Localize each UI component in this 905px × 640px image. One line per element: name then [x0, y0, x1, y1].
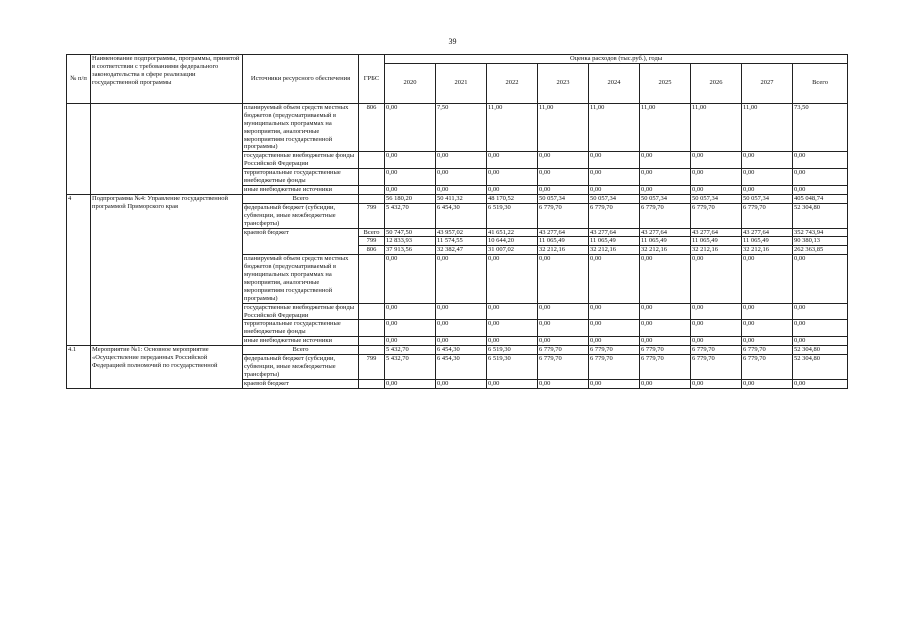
- value-cell: 6 779,70: [589, 355, 640, 380]
- source-cell: планируемый объем средств местных бюджетов (предусматриваемый в муниципальных программах на мероприятия, аналогичные мероприятиям государственной программы): [243, 103, 359, 151]
- value-cell: 0,00: [589, 337, 640, 346]
- value-cell: 0,00: [538, 169, 589, 186]
- grbs-cell: [359, 320, 385, 337]
- value-cell: 0,00: [793, 169, 848, 186]
- value-cell: 6 779,70: [742, 355, 793, 380]
- program-name-cell: Мероприятие №1: Основное мероприятие «Осуществление переданных Российской Федерацией полномочий по государственной: [91, 346, 243, 389]
- grbs-cell: 806: [359, 103, 385, 151]
- value-cell: 0,00: [742, 255, 793, 303]
- value-cell: 0,00: [436, 303, 487, 320]
- grbs-cell: [359, 303, 385, 320]
- value-cell: 6 779,70: [742, 203, 793, 228]
- header-program: Наименование подпрограммы, программы, принятой в соответствии с требованиями федерального законодательства в сфере реализации государственной программы: [91, 55, 243, 104]
- header-year: 2026: [691, 63, 742, 103]
- header-year: 2027: [742, 63, 793, 103]
- grbs-cell: 799: [359, 203, 385, 228]
- grbs-total-label-cell: Всего: [359, 228, 385, 237]
- value-cell: 6 454,30: [436, 203, 487, 228]
- source-cell: федеральный бюджет (субсидии, субвенции, иные межбюджетные трансферты): [243, 355, 359, 380]
- header-year: 2022: [487, 63, 538, 103]
- value-cell: 11 065,49: [691, 237, 742, 246]
- value-cell: 0,00: [385, 379, 436, 388]
- value-cell: 32 212,16: [691, 246, 742, 255]
- value-cell: 405 048,74: [793, 194, 848, 203]
- value-cell: 50 057,34: [538, 194, 589, 203]
- value-cell: 43 277,64: [538, 228, 589, 237]
- value-cell: 0,00: [691, 320, 742, 337]
- value-cell: 0,00: [691, 152, 742, 169]
- value-cell: 0,00: [538, 185, 589, 194]
- value-cell: 52 304,80: [793, 203, 848, 228]
- grbs-cell: [359, 379, 385, 388]
- value-cell: 41 651,22: [487, 228, 538, 237]
- value-cell: 56 180,20: [385, 194, 436, 203]
- value-cell: 6 779,70: [640, 355, 691, 380]
- value-cell: 11,00: [640, 103, 691, 151]
- value-cell: 262 363,85: [793, 246, 848, 255]
- num-cell: [67, 103, 91, 194]
- header-year: 2021: [436, 63, 487, 103]
- num-cell: 4: [67, 194, 91, 345]
- value-cell: 5 432,70: [385, 346, 436, 355]
- grbs-cell: [359, 169, 385, 186]
- value-cell: 0,00: [487, 337, 538, 346]
- value-cell: 6 779,70: [742, 346, 793, 355]
- value-cell: 6 779,70: [691, 346, 742, 355]
- value-cell: 50 057,34: [691, 194, 742, 203]
- value-cell: 11 574,55: [436, 237, 487, 246]
- value-cell: 0,00: [385, 169, 436, 186]
- value-cell: 0,00: [436, 169, 487, 186]
- table-row: [67, 103, 848, 151]
- value-cell: 6 519,30: [487, 203, 538, 228]
- table-row: [67, 194, 848, 203]
- value-cell: 0,00: [436, 255, 487, 303]
- value-cell: 43 277,64: [589, 228, 640, 237]
- value-cell: 6 779,70: [538, 355, 589, 380]
- value-cell: 0,00: [742, 320, 793, 337]
- value-cell: 6 779,70: [538, 346, 589, 355]
- header-year-total: Всего: [793, 63, 848, 103]
- value-cell: 10 644,20: [487, 237, 538, 246]
- value-cell: 52 304,80: [793, 346, 848, 355]
- value-cell: 0,00: [691, 169, 742, 186]
- value-cell: 0,00: [742, 169, 793, 186]
- value-cell: 12 833,93: [385, 237, 436, 246]
- value-cell: 5 432,70: [385, 203, 436, 228]
- value-cell: 0,00: [487, 152, 538, 169]
- value-cell: 0,00: [385, 152, 436, 169]
- program-name-cell: Подпрограмма №4: Управление государственной программой Приморского края: [91, 194, 243, 345]
- value-cell: 0,00: [385, 103, 436, 151]
- value-cell: 0,00: [589, 320, 640, 337]
- value-cell: 0,00: [385, 303, 436, 320]
- value-cell: 6 519,30: [487, 355, 538, 380]
- header-sources: Источники ресурсного обеспечения: [243, 55, 359, 104]
- value-cell: 0,00: [640, 320, 691, 337]
- value-cell: 43 957,02: [436, 228, 487, 237]
- value-cell: 0,00: [436, 185, 487, 194]
- value-cell: 0,00: [793, 255, 848, 303]
- value-cell: 11,00: [742, 103, 793, 151]
- value-cell: 0,00: [589, 152, 640, 169]
- value-cell: 0,00: [487, 255, 538, 303]
- program-cell: [91, 103, 243, 194]
- value-cell: 0,00: [436, 152, 487, 169]
- value-cell: 0,00: [742, 337, 793, 346]
- value-cell: 0,00: [538, 337, 589, 346]
- header-year: 2023: [538, 63, 589, 103]
- value-cell: 31 007,02: [487, 246, 538, 255]
- value-cell: 0,00: [640, 255, 691, 303]
- value-cell: 0,00: [640, 169, 691, 186]
- value-cell: 73,50: [793, 103, 848, 151]
- value-cell: 0,00: [691, 337, 742, 346]
- value-cell: 0,00: [640, 303, 691, 320]
- header-grbs: ГРБС: [359, 55, 385, 104]
- value-cell: 0,00: [385, 320, 436, 337]
- value-cell: 0,00: [640, 185, 691, 194]
- total-label-cell: Всего: [243, 194, 359, 203]
- value-cell: 0,00: [385, 185, 436, 194]
- source-cell: краевой бюджет: [243, 228, 359, 255]
- source-cell: государственные внебюджетные фонды Российской Федерации: [243, 152, 359, 169]
- value-cell: 0,00: [793, 320, 848, 337]
- value-cell: 0,00: [385, 255, 436, 303]
- value-cell: 6 779,70: [640, 346, 691, 355]
- source-cell: государственные внебюджетные фонды Российской Федерации: [243, 303, 359, 320]
- value-cell: 11,00: [487, 103, 538, 151]
- value-cell: 0,00: [436, 379, 487, 388]
- value-cell: 32 212,16: [640, 246, 691, 255]
- grbs-cell: 799: [359, 355, 385, 380]
- value-cell: 0,00: [793, 152, 848, 169]
- value-cell: 32 212,16: [538, 246, 589, 255]
- value-cell: 0,00: [538, 152, 589, 169]
- header-year: 2024: [589, 63, 640, 103]
- value-cell: 0,00: [793, 379, 848, 388]
- page-number: 39: [448, 37, 457, 46]
- grbs-cell: [359, 346, 385, 355]
- value-cell: 50 057,34: [742, 194, 793, 203]
- value-cell: 11,00: [691, 103, 742, 151]
- value-cell: 0,00: [691, 255, 742, 303]
- grbs-cell: [359, 185, 385, 194]
- value-cell: 43 277,64: [742, 228, 793, 237]
- value-cell: 11,00: [538, 103, 589, 151]
- value-cell: 0,00: [538, 255, 589, 303]
- value-cell: 32 212,16: [589, 246, 640, 255]
- value-cell: 0,00: [589, 379, 640, 388]
- value-cell: 0,00: [589, 185, 640, 194]
- value-cell: 0,00: [691, 303, 742, 320]
- value-cell: 11 065,49: [742, 237, 793, 246]
- grbs-cell: [359, 337, 385, 346]
- value-cell: 11 065,49: [538, 237, 589, 246]
- value-cell: 0,00: [742, 379, 793, 388]
- value-cell: 0,00: [691, 379, 742, 388]
- value-cell: 0,00: [640, 152, 691, 169]
- value-cell: 0,00: [589, 255, 640, 303]
- header-num: № п/п: [67, 55, 91, 104]
- value-cell: 0,00: [691, 185, 742, 194]
- source-cell: иные внебюджетные источники: [243, 185, 359, 194]
- value-cell: 6 519,30: [487, 346, 538, 355]
- value-cell: 352 743,94: [793, 228, 848, 237]
- value-cell: 50 057,34: [640, 194, 691, 203]
- value-cell: 0,00: [742, 185, 793, 194]
- value-cell: 0,00: [793, 185, 848, 194]
- value-cell: 11 065,49: [589, 237, 640, 246]
- source-cell: иные внебюджетные источники: [243, 337, 359, 346]
- value-cell: 0,00: [487, 320, 538, 337]
- value-cell: 11 065,49: [640, 237, 691, 246]
- source-cell: территориальные государственные внебюджетные фонды: [243, 169, 359, 186]
- value-cell: 37 913,56: [385, 246, 436, 255]
- header-year: 2025: [640, 63, 691, 103]
- header-estimate-group: Оценка расходов (тыс.руб.), годы: [385, 55, 848, 64]
- value-cell: 0,00: [436, 320, 487, 337]
- value-cell: 0,00: [487, 379, 538, 388]
- value-cell: 11,00: [589, 103, 640, 151]
- value-cell: 5 432,70: [385, 355, 436, 380]
- value-cell: 0,00: [589, 303, 640, 320]
- value-cell: 0,00: [589, 169, 640, 186]
- num-cell: 4.1: [67, 346, 91, 389]
- value-cell: 0,00: [487, 169, 538, 186]
- value-cell: 0,00: [487, 185, 538, 194]
- value-cell: 0,00: [538, 320, 589, 337]
- value-cell: 50 057,34: [589, 194, 640, 203]
- source-cell: планируемый объем средств местных бюджетов (предусматриваемый в муниципальных программах на мероприятия, аналогичные мероприятиям государственной программы): [243, 255, 359, 303]
- grbs-cell: [359, 255, 385, 303]
- value-cell: 0,00: [385, 337, 436, 346]
- value-cell: 50 411,32: [436, 194, 487, 203]
- value-cell: 6 779,70: [640, 203, 691, 228]
- grbs-cell: 806: [359, 246, 385, 255]
- value-cell: 0,00: [640, 337, 691, 346]
- budget-table: [66, 54, 848, 389]
- value-cell: 6 779,70: [691, 355, 742, 380]
- value-cell: 0,00: [487, 303, 538, 320]
- header-year: 2020: [385, 63, 436, 103]
- value-cell: 90 380,13: [793, 237, 848, 246]
- grbs-cell: [359, 194, 385, 203]
- value-cell: 6 779,70: [538, 203, 589, 228]
- grbs-cell: [359, 152, 385, 169]
- value-cell: 6 779,70: [691, 203, 742, 228]
- value-cell: 7,50: [436, 103, 487, 151]
- source-cell: территориальные государственные внебюджетные фонды: [243, 320, 359, 337]
- value-cell: 0,00: [742, 303, 793, 320]
- total-label-cell: Всего: [243, 346, 359, 355]
- value-cell: 52 304,80: [793, 355, 848, 380]
- value-cell: 6 454,30: [436, 355, 487, 380]
- value-cell: 0,00: [793, 303, 848, 320]
- grbs-cell: 799: [359, 237, 385, 246]
- value-cell: 0,00: [640, 379, 691, 388]
- table-row: [67, 346, 848, 355]
- value-cell: 0,00: [742, 152, 793, 169]
- value-cell: 0,00: [436, 337, 487, 346]
- value-cell: 0,00: [793, 337, 848, 346]
- value-cell: 6 779,70: [589, 346, 640, 355]
- source-cell: краевой бюджет: [243, 379, 359, 388]
- value-cell: 6 779,70: [589, 203, 640, 228]
- value-cell: 6 454,30: [436, 346, 487, 355]
- value-cell: 32 212,16: [742, 246, 793, 255]
- value-cell: 43 277,64: [691, 228, 742, 237]
- source-cell: федеральный бюджет (субсидии, субвенции, иные межбюджетные трансферты): [243, 203, 359, 228]
- value-cell: 50 747,50: [385, 228, 436, 237]
- value-cell: 0,00: [538, 303, 589, 320]
- value-cell: 43 277,64: [640, 228, 691, 237]
- value-cell: 0,00: [538, 379, 589, 388]
- value-cell: 48 170,52: [487, 194, 538, 203]
- value-cell: 32 382,47: [436, 246, 487, 255]
